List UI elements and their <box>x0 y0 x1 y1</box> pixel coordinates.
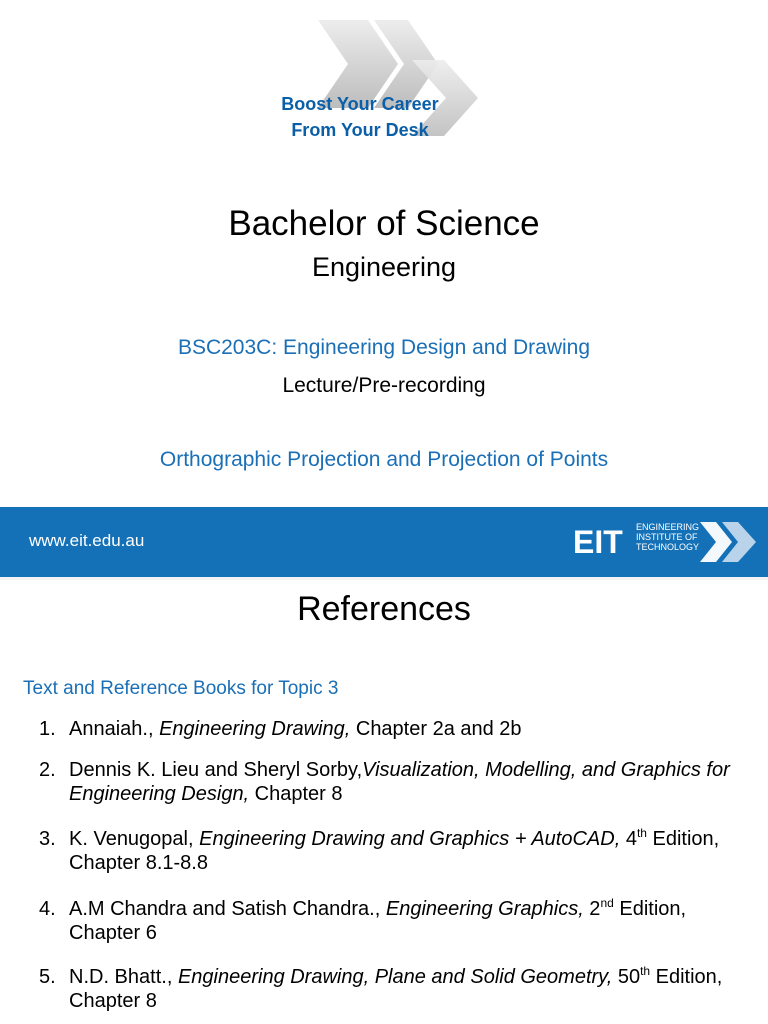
reference-text <box>69 717 759 741</box>
ref-detail: Chapter 8 <box>249 783 343 805</box>
ref-edition-suffix: th <box>640 964 651 978</box>
brand-line3: TECHNOLOGY <box>636 542 700 552</box>
brand-line1: ENGINEERING <box>636 522 700 532</box>
degree-subtitle: Engineering <box>311 252 457 282</box>
ref-author: Annaiah., <box>69 718 160 740</box>
ref-detail: Edition, Chapter 8.1-8.8 <box>69 828 720 874</box>
ref-edition: 4 <box>620 828 637 850</box>
ref-detail: Edition, Chapter 8 <box>69 966 723 1012</box>
ref-book-title: Engineering Drawing, Plane and Solid Geometry, <box>177 966 613 988</box>
list-number: 3. <box>39 828 56 850</box>
references-slide <box>0 580 768 1024</box>
topic-title: Orthographic Projection and Projection of Points <box>159 448 609 471</box>
references-title: References <box>297 590 471 628</box>
course-title: BSC203C: Engineering Design and Drawing <box>177 336 591 359</box>
ref-book-title: Engineering Drawing and Graphics + AutoCAD, <box>199 828 621 850</box>
ref-author: Dennis K. Lieu and Sheryl Sorby, <box>69 759 363 781</box>
eit-brand: EIT <box>573 524 623 560</box>
ref-detail: Edition, Chapter 6 <box>69 898 687 944</box>
logo-tagline-line2: From Your Desk <box>291 120 429 140</box>
logo-tagline-line1: Boost Your Career <box>281 94 439 114</box>
list-number: 1. <box>39 718 56 740</box>
list-number: 5. <box>39 966 56 988</box>
eit-brand-subtext <box>636 522 699 552</box>
ref-book-title: Engineering Graphics, <box>385 898 584 920</box>
ref-author: K. Venugopal, <box>69 828 200 850</box>
ref-author: A.M Chandra and Satish Chandra., <box>69 898 386 920</box>
reference-text <box>69 758 759 806</box>
ref-book-title: Engineering Drawing, <box>159 718 351 740</box>
ref-edition: 2 <box>583 898 601 920</box>
ref-detail: Chapter 2a and 2b <box>350 718 522 740</box>
references-subtitle: Text and Reference Books for Topic 3 <box>23 678 339 699</box>
reference-text <box>69 897 759 945</box>
reference-text <box>69 965 759 1013</box>
list-number: 4. <box>39 898 56 920</box>
website-link[interactable]: www.eit.edu.au <box>29 531 145 550</box>
ref-edition-suffix: th <box>636 826 647 840</box>
eit-logo <box>270 12 492 152</box>
ref-author: N.D. Bhatt., <box>69 966 178 988</box>
ref-edition-suffix: nd <box>600 896 614 910</box>
ref-book-title: Visualization, Modelling, and Graphics for Engineering Design, <box>69 759 730 805</box>
brand-line2: INSTITUTE OF <box>636 532 698 542</box>
degree-title: Bachelor of Science <box>228 204 540 243</box>
list-number: 2. <box>39 759 56 781</box>
reference-text <box>69 827 759 875</box>
ref-edition: 50 <box>612 966 641 988</box>
lecture-format: Lecture/Pre-recording <box>282 374 486 397</box>
footer-bar <box>0 507 768 577</box>
eit-chevron-icon <box>700 520 762 564</box>
